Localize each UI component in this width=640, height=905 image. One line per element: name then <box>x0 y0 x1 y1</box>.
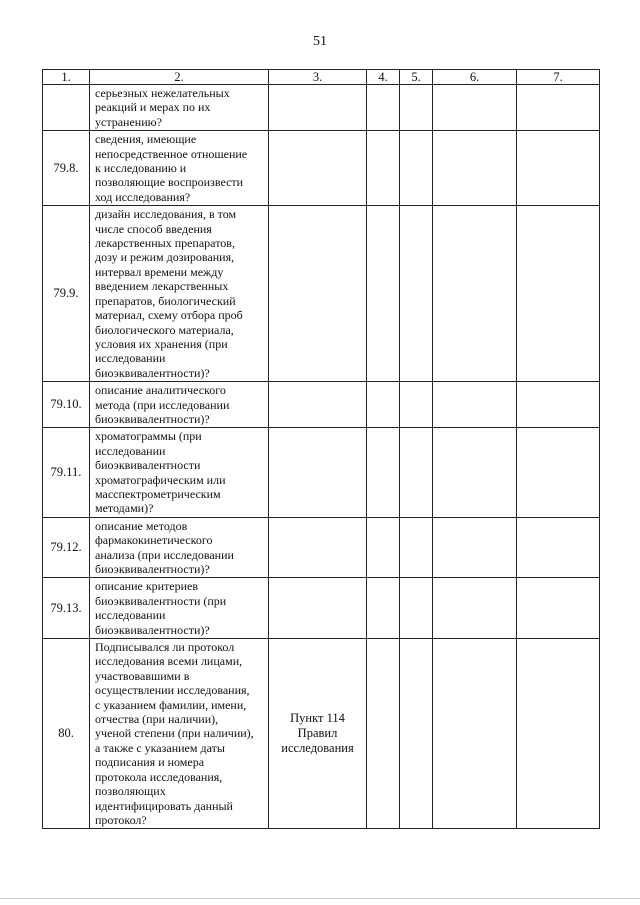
answer-no-cell[interactable] <box>400 85 433 131</box>
answer-yes-cell[interactable] <box>367 578 400 639</box>
requirement-question <box>90 131 269 206</box>
question-line: сведения, имеющие <box>95 132 197 147</box>
answer-no-cell[interactable] <box>400 639 433 829</box>
item-number: 79.8. <box>43 131 90 206</box>
not-applicable-cell[interactable] <box>433 428 517 517</box>
column-header-3: 3. <box>269 70 367 85</box>
table-row <box>43 428 600 517</box>
reference-line: Правил <box>297 726 338 741</box>
question-line: числе способ введения <box>95 221 212 236</box>
question-line: хроматографическим или <box>95 472 226 487</box>
question-line: серьезных нежелательных <box>95 86 230 100</box>
column-header-5: 5. <box>400 70 433 85</box>
requirement-question <box>90 206 269 382</box>
question-line: исследования всеми лицами, <box>95 654 243 669</box>
answer-yes-cell[interactable] <box>367 131 400 206</box>
requirement-question <box>90 578 269 639</box>
question-line: Подписывался ли протокол <box>95 640 235 655</box>
not-applicable-cell[interactable] <box>433 639 517 829</box>
notes-cell[interactable] <box>517 206 600 382</box>
question-line: дизайн исследования, в том <box>95 207 237 222</box>
page-number: 51 <box>313 34 327 49</box>
question-line: введением лекарственных <box>95 279 229 294</box>
notes-cell[interactable] <box>517 382 600 428</box>
question-line: подписания и номера <box>95 755 205 770</box>
question-line: биоэквивалентности (при <box>95 593 227 608</box>
not-applicable-cell[interactable] <box>433 517 517 578</box>
reference-line: исследования <box>281 741 354 756</box>
question-line: осуществлении исследования, <box>95 683 250 698</box>
table-row <box>43 131 600 206</box>
question-line: лекарственных препаратов, <box>95 236 235 251</box>
column-header-7: 7. <box>517 70 600 85</box>
question-line: интервал времени между <box>95 264 224 279</box>
item-number: 79.10. <box>43 382 90 428</box>
answer-yes-cell[interactable] <box>367 382 400 428</box>
legal-reference <box>269 639 367 829</box>
answer-no-cell[interactable] <box>400 131 433 206</box>
question-line: материал, схему отбора проб <box>95 308 243 323</box>
answer-no-cell[interactable] <box>400 428 433 517</box>
answer-yes-cell[interactable] <box>367 639 400 829</box>
question-line: отчества (при наличии), <box>95 712 219 727</box>
question-line: фармакокинетического <box>95 533 213 548</box>
notes-cell[interactable] <box>517 85 600 131</box>
notes-cell[interactable] <box>517 517 600 578</box>
legal-reference <box>269 382 367 428</box>
table-body <box>43 85 600 829</box>
column-header-2: 2. <box>90 70 269 85</box>
column-header-1: 1. <box>43 70 90 85</box>
question-line: а также с указанием даты <box>95 740 225 755</box>
question-line: протокола исследования, <box>95 769 223 784</box>
requirement-question <box>90 517 269 578</box>
item-number: 79.9. <box>43 206 90 382</box>
question-line: с указанием фамилии, имени, <box>95 697 247 712</box>
question-line: описание критериев <box>95 579 199 594</box>
question-line: исследовании <box>95 351 166 366</box>
question-line: биоэквивалентности <box>95 458 201 473</box>
question-line: непосредственное отношение <box>95 146 248 161</box>
scan-artifact-line <box>0 898 640 899</box>
item-number: 79.12. <box>43 517 90 578</box>
table-row <box>43 206 600 382</box>
table-row <box>43 639 600 829</box>
not-applicable-cell[interactable] <box>433 578 517 639</box>
reference-line: Пункт 114 <box>290 711 345 726</box>
question-line: реакций и мерах по их <box>95 100 211 115</box>
question-line: исследовании <box>95 443 166 458</box>
question-line: методами)? <box>95 501 154 516</box>
checklist-table <box>42 69 600 829</box>
question-line: биоэквивалентности)? <box>95 622 210 637</box>
item-number: 80. <box>43 639 90 829</box>
question-line: метода (при исследовании <box>95 397 230 412</box>
question-line: протокол? <box>95 812 147 827</box>
legal-reference <box>269 578 367 639</box>
answer-yes-cell[interactable] <box>367 517 400 578</box>
question-line: ход исследования? <box>95 189 191 204</box>
item-number: 79.13. <box>43 578 90 639</box>
not-applicable-cell[interactable] <box>433 206 517 382</box>
question-line: ученой степени (при наличии), <box>95 726 254 741</box>
column-header-6: 6. <box>433 70 517 85</box>
column-header-4: 4. <box>367 70 400 85</box>
legal-reference <box>269 517 367 578</box>
question-line: описание методов <box>95 518 188 533</box>
answer-yes-cell[interactable] <box>367 428 400 517</box>
notes-cell[interactable] <box>517 578 600 639</box>
answer-no-cell[interactable] <box>400 517 433 578</box>
table-row <box>43 85 600 131</box>
question-line: к исследованию и <box>95 161 187 176</box>
question-line: масспектрометрическим <box>95 486 221 501</box>
table-row <box>43 578 600 639</box>
question-line: хроматограммы (при <box>95 429 202 444</box>
question-line: препаратов, биологический <box>95 293 236 308</box>
question-line: условия их хранения (при <box>95 336 228 351</box>
question-line: идентифицировать данный <box>95 798 233 813</box>
question-line: описание аналитического <box>95 383 226 398</box>
notes-cell[interactable] <box>517 428 600 517</box>
table-row <box>43 517 600 578</box>
header-row <box>43 70 600 85</box>
requirement-question <box>90 428 269 517</box>
legal-reference <box>269 428 367 517</box>
question-line: устранению? <box>95 114 162 129</box>
requirement-question <box>90 639 269 829</box>
answer-no-cell[interactable] <box>400 206 433 382</box>
item-number <box>43 85 90 131</box>
not-applicable-cell[interactable] <box>433 85 517 131</box>
question-line: биоэквивалентности)? <box>95 411 210 426</box>
question-line: участвовавшими в <box>95 668 190 683</box>
answer-yes-cell[interactable] <box>367 206 400 382</box>
not-applicable-cell[interactable] <box>433 131 517 206</box>
table-row <box>43 382 600 428</box>
question-line: биологического материала, <box>95 322 234 337</box>
not-applicable-cell[interactable] <box>433 382 517 428</box>
question-line: анализа (при исследовании <box>95 547 234 562</box>
answer-yes-cell[interactable] <box>367 85 400 131</box>
question-line: позволяющих <box>95 784 166 799</box>
question-line: позволяющие воспроизвести <box>95 175 244 190</box>
legal-reference <box>269 85 367 131</box>
answer-no-cell[interactable] <box>400 578 433 639</box>
question-line: биоэквивалентности)? <box>95 562 210 576</box>
question-line: биоэквивалентности)? <box>95 365 210 380</box>
question-line: дозу и режим дозирования, <box>95 250 235 265</box>
legal-reference <box>269 131 367 206</box>
question-line: исследовании <box>95 608 166 623</box>
notes-cell[interactable] <box>517 131 600 206</box>
item-number: 79.11. <box>43 428 90 517</box>
legal-reference <box>269 206 367 382</box>
notes-cell[interactable] <box>517 639 600 829</box>
answer-no-cell[interactable] <box>400 382 433 428</box>
requirement-question <box>90 382 269 428</box>
requirement-question <box>90 85 269 131</box>
